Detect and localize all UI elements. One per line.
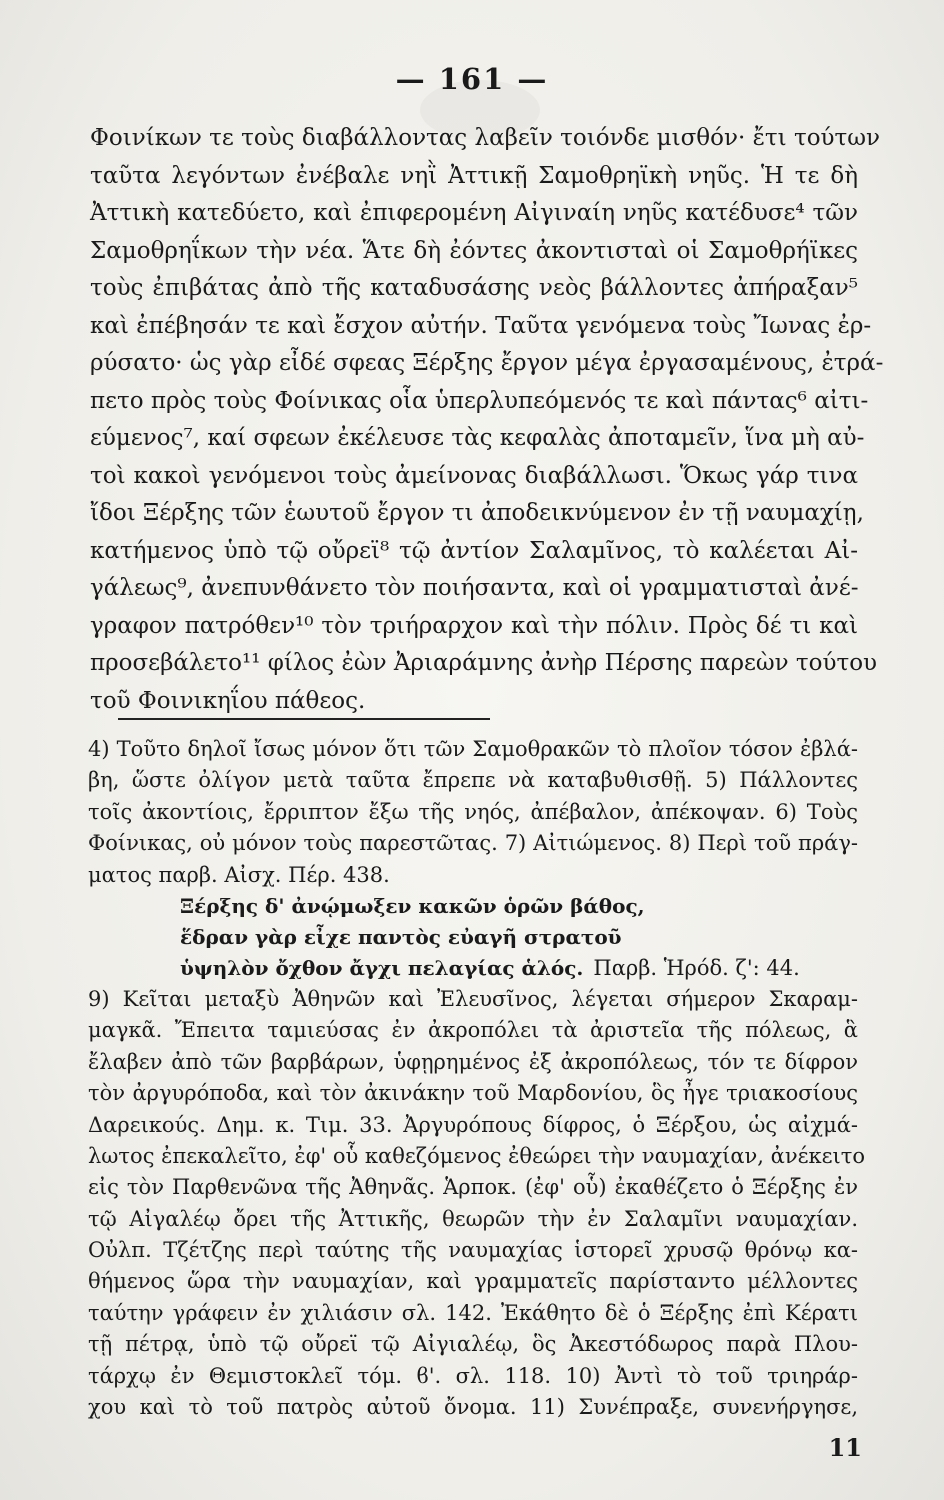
footnote-divider [118, 718, 490, 720]
text-line: προσεβάλετο¹¹ φίλος ἐὼν Ἀριαράμνης ἀνὴρ Πέρσης παρεὼν τούτου [90, 650, 878, 676]
footnote-line: τὸν ἀργυρόποδα, καὶ τὸν ἀκινάκην τοῦ Μαρδονίου, ὃς ἦγε τριακοσίους [88, 1081, 858, 1106]
footnote-line: Δαρεικούς. Δημ. κ. Τιμ. 33. Ἀργυρόπους δίφρος, ὁ Ξέρξου, ὡς αἰχμά- [88, 1112, 858, 1137]
text-line: ρύσατο· ὡς γὰρ εἶδέ σφεας Ξέρξης ἔργον μέγα ἐργασαμένους, ἐτρά- [90, 350, 884, 376]
footnote-line: χου καὶ τὸ τοῦ πατρὸς αὐτοῦ ὄνομα. 11) Συνέπραξε, συνενήργησε, [88, 1395, 858, 1420]
page-number: — 161 — [395, 62, 549, 96]
text-line: τοὺς ἐπιβάτας ἀπὸ τῆς καταδυσάσης νεὸς βάλλοντες ἀπήραξαν⁵ [90, 275, 858, 301]
footnote-line: μαγκᾶ. Ἔπειτα ταμιεύσας ἐν ἀκροπόλει τὰ ἀριστεῖα τῆς πόλεως, ἃ [88, 1018, 858, 1043]
footnote-line: ταύτην γράφειν ἐν χιλιάσιν σλ. 142. Ἐκάθητο δὲ ὁ Ξέρξης ἐπὶ Κέρατι [88, 1300, 858, 1325]
verse-line: ἕδραν γὰρ εἶχε παντὸς εὐαγῆ στρατοῦ [180, 924, 622, 949]
text-line: γάλεως⁹, ἀνεπυνθάνετο τὸν ποιήσαντα, καὶ οἱ γραμματισταὶ ἀνέ- [90, 575, 859, 601]
signature-mark: 11 [828, 1433, 862, 1462]
footnote-line: ματος παρβ. Αἰσχ. Πέρ. 438. [88, 862, 390, 887]
footnote-line: τάρχῳ ἐν Θεμιστοκλεῖ τόμ. ϐ'. σλ. 118. 10) Ἀντὶ τὸ τοῦ τριηράρ- [88, 1363, 858, 1388]
footnote-line: βη, ὥστε ὀλίγον μετὰ ταῦτα ἔπρεπε νὰ καταβυθισθῇ. 5) Πάλλοντες [88, 768, 858, 793]
text-line: Σαμοθρηΐκων τὴν νέα. Ἅτε δὴ ἐόντες ἀκοντισταὶ οἱ Σαμοθρήϊκες [90, 237, 858, 264]
text-line: Ἀττικὴ κατεδύετο, καὶ ἐπιφερομένη Αἰγιναίη νηῦς κατέδυσε⁴ τῶν [90, 200, 858, 226]
verse-reference: Παρβ. Ἡρόδ. ζ': 44. [593, 955, 800, 980]
verse-line: Ξέρξης δ' ἀνῴμωξεν κακῶν ὁρῶν βάθος, [180, 893, 645, 918]
footnote-line: τοῖς ἀκοντίοις, ἔρριπτον ἔξω τῆς νηός, ἀπέβαλον, ἀπέκοψαν. 6) Τοὺς [88, 799, 858, 824]
verse-line [88, 953, 858, 984]
footnote-line: εἰς τὸν Παρθενῶνα τῆς Ἀθηνᾶς. Ἁρποκ. (ἐφ' οὗ) ἐκαθέζετο ὁ Ξέρξης ἐν [88, 1175, 858, 1200]
text-line: εύμενος⁷, καί σφεων ἐκέλευσε τὰς κεφαλὰς ἀποταμεῖν, ἵνα μὴ αὐ- [90, 425, 865, 451]
text-line: Φοινίκων τε τοὺς διαβάλλοντας λαβεῖν τοιόνδε μισθόν· ἔτι τούτων [90, 125, 880, 151]
footnote-line: 4) Τοῦτο δηλοῖ ἴσως μόνον ὅτι τῶν Σαμοθρακῶν τὸ πλοῖον τόσον ἐβλά- [88, 737, 858, 761]
footnote-line: τῇ πέτρᾳ, ὑπὸ τῷ οὔρεϊ τῷ Αἰγιαλέῳ, ὃς Ἀκεστόδωρος παρὰ Πλου- [88, 1332, 858, 1357]
verse-text: ὑψηλὸν ὄχθον ἄγχι πελαγίας ἁλός. [180, 955, 584, 980]
text-line: γραφον πατρόθεν¹⁰ τὸν τριήραρχον καὶ τὴν πόλιν. Πρὸς δέ τι καὶ [90, 612, 858, 639]
text-line: ταῦτα λεγόντων ἐνέβαλε νηῒ Ἀττικῇ Σαμοθρηϊκὴ νηῦς. Ἡ τε δὴ [90, 162, 858, 189]
text-line: καὶ ἐπέβησάν τε καὶ ἔσχον αὐτήν. Ταῦτα γενόμενα τοὺς Ἴωνας ἐρ- [90, 312, 872, 339]
footnote-line: λωτος ἐπεκαλεῖτο, ἐφ' οὗ καθεζόμενος ἐθεώρει τὴν ναυμαχίαν, ἀνέκειτο [88, 1143, 865, 1168]
footnotes [88, 734, 865, 1423]
footnote-line: Φοίνικας, οὐ μόνον τοὺς παρεστῶτας. 7) Αἰτιώμενος. 8) Περὶ τοῦ πράγ- [88, 831, 858, 856]
text-line: κατήμενος ὑπὸ τῷ οὔρεϊ⁸ τῷ ἀντίον Σαλαμῖνος, τὸ καλέεται Αἰ- [90, 537, 858, 564]
footnote-line: 9) Κεῖται μεταξὺ Ἀθηνῶν καὶ Ἐλευσῖνος, λέγεται σήμερον Σκαραμ- [88, 986, 858, 1011]
footnote-line: θήμενος ὥρα τὴν ναυμαχίαν, καὶ γραμματεῖς παρίσταντο μέλλοντες [88, 1269, 858, 1294]
text-line: ἴδοι Ξέρξης τῶν ἑωυτοῦ ἔργον τι ἀποδεικνύμενον ἐν τῇ ναυμαχίῃ, [90, 500, 864, 526]
main-text [90, 120, 884, 720]
footnote-line: τῷ Αἰγαλέῳ ὄρει τῆς Ἀττικῆς, θεωρῶν τὴν ἐν Σαλαμῖνι ναυμαχίαν. [88, 1206, 858, 1231]
text-line: τοῦ Φοινικηΐου πάθεος. [90, 687, 366, 714]
footnote-line: Οὐλπ. Τζέτζης περὶ ταύτης τῆς ναυμαχίας ἱστορεῖ χρυσῷ θρόνῳ κα- [88, 1238, 858, 1263]
text-line: πετο πρὸς τοὺς Φοίνικας οἷα ὑπερλυπεόμενός τε καὶ πάντας⁶ αἰτι- [90, 387, 869, 414]
footnote-line: ἔλαβεν ἀπὸ τῶν βαρβάρων, ὑφῃρημένος ἐξ ἀκροπόλεως, τόν τε δίφρον [88, 1049, 858, 1074]
text-line: τοὶ κακοὶ γενόμενοι τοὺς ἀμείνονας διαβάλλωσι. Ὅκως γάρ τινα [90, 462, 858, 489]
